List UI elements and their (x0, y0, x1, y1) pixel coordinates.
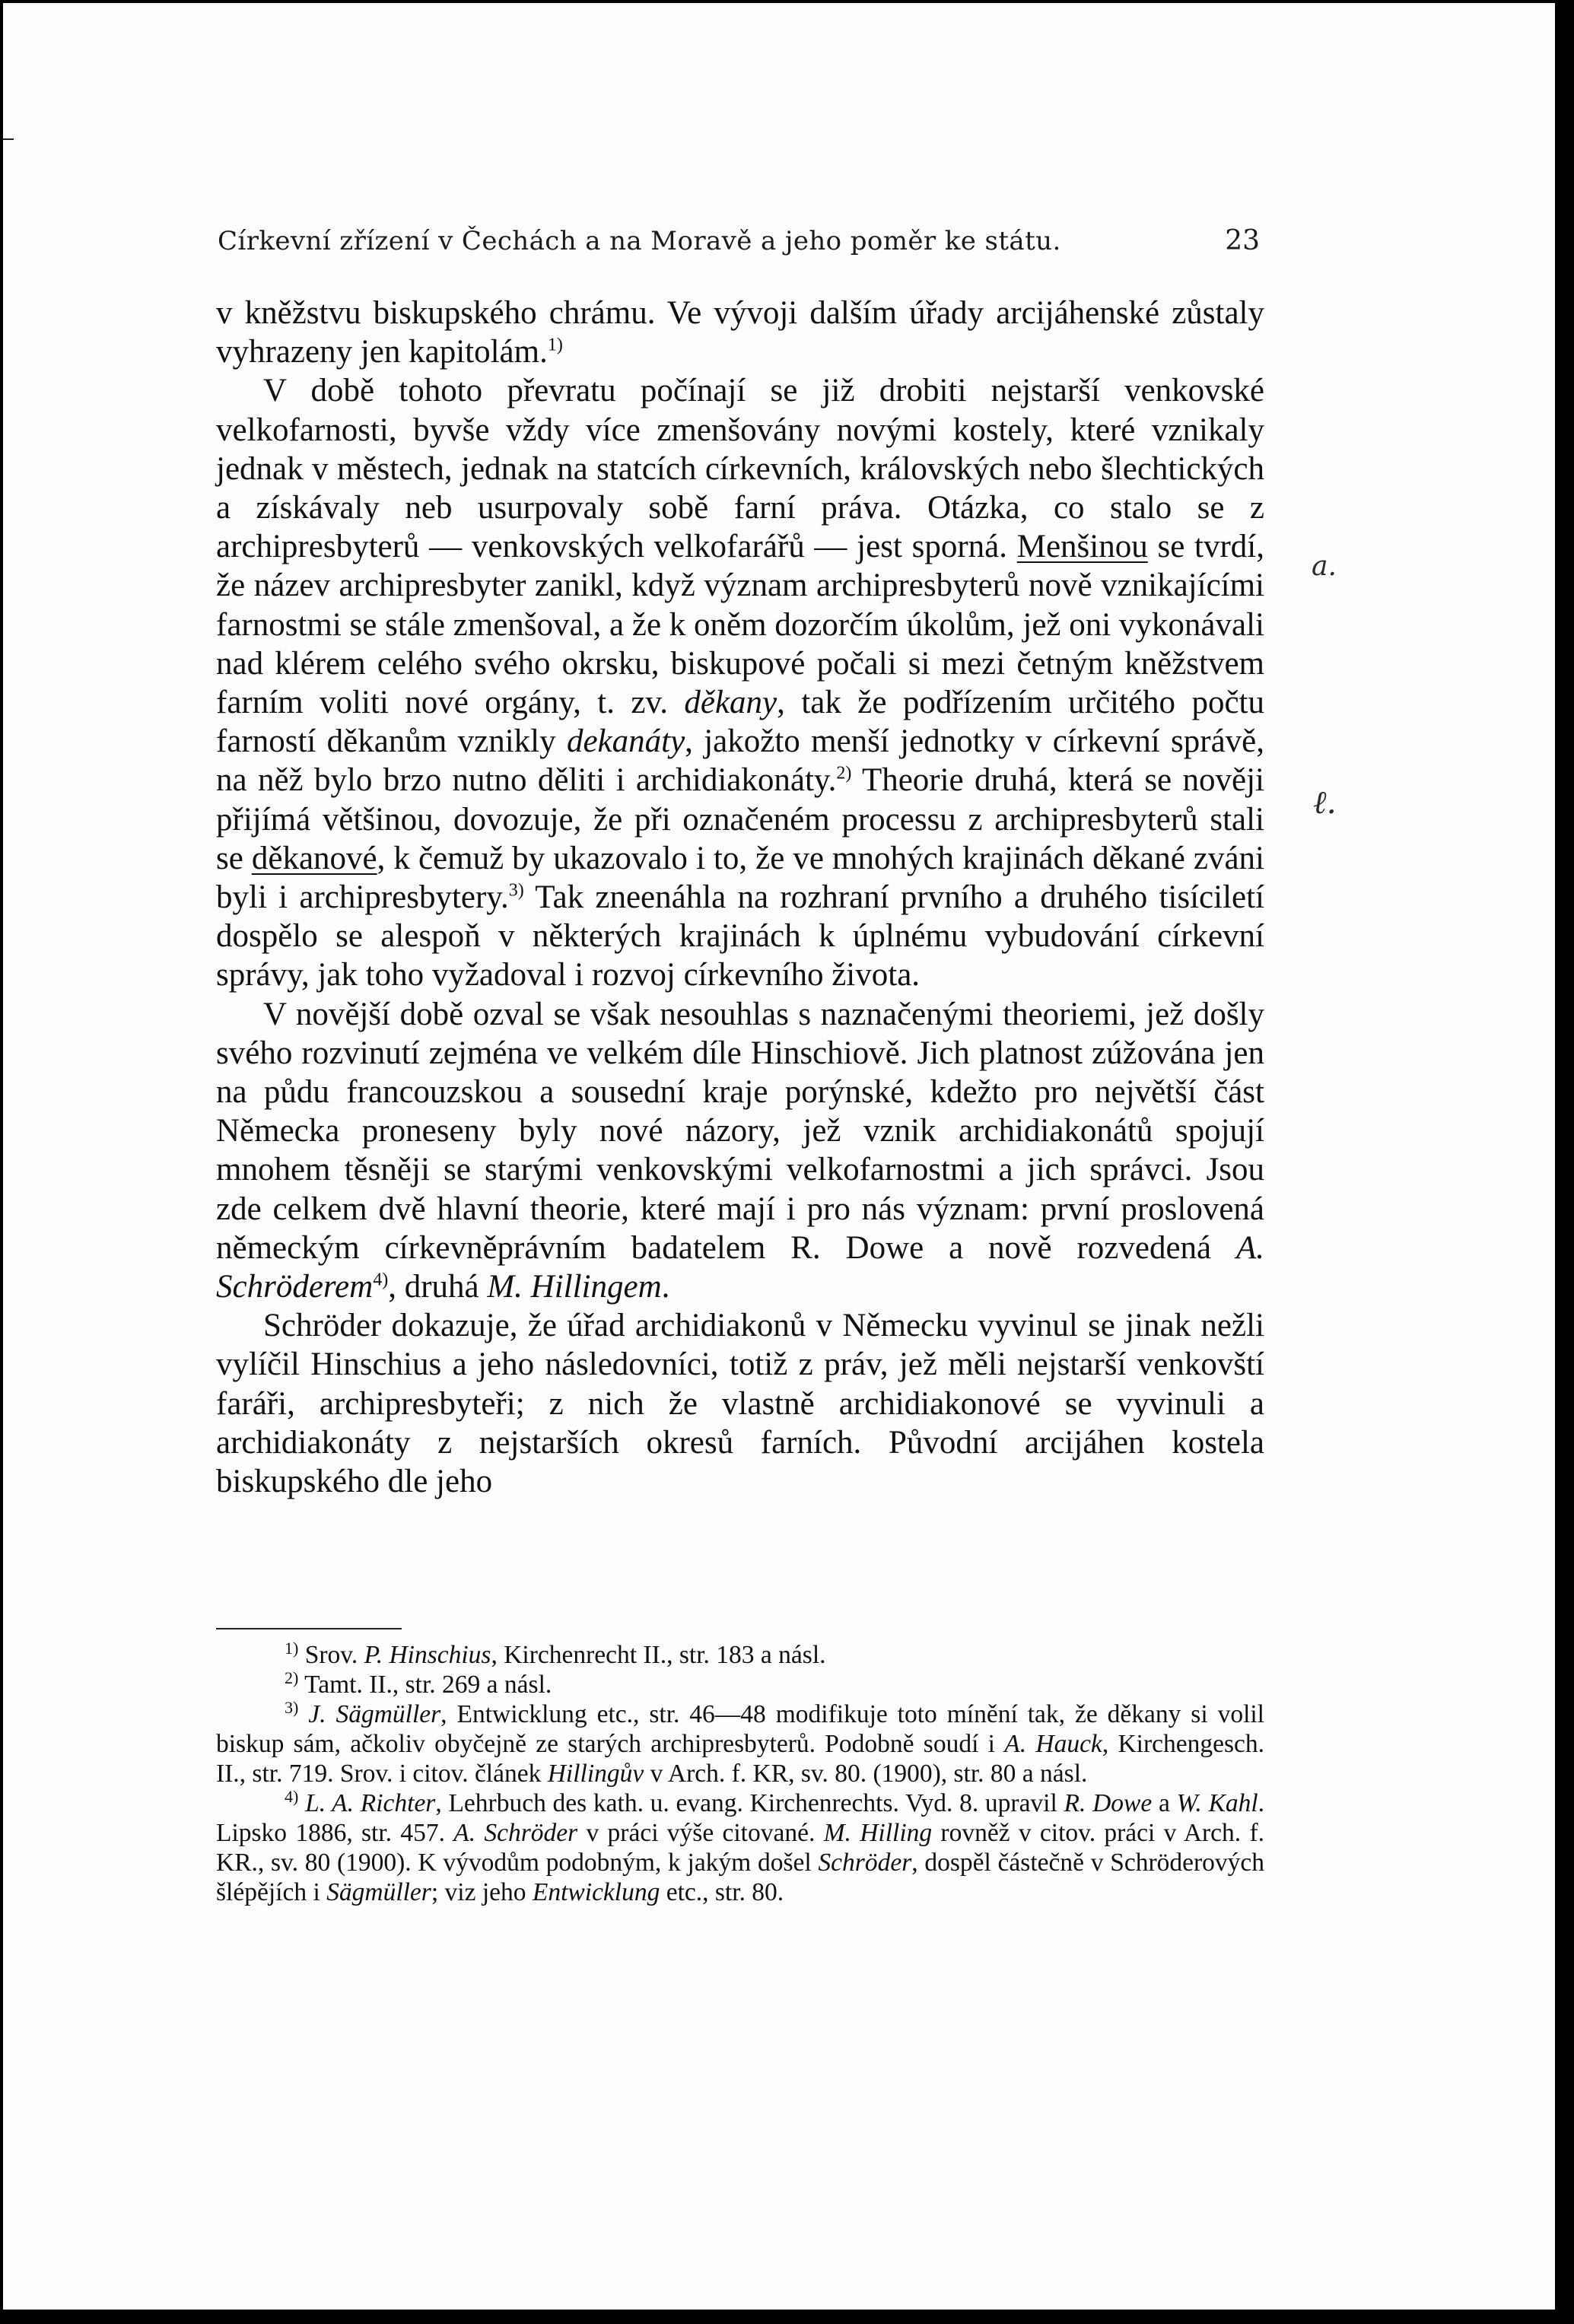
italic-term: A. Schröderem (216, 1229, 1264, 1305)
italic-term: děkany (684, 685, 777, 721)
book-page (3, 3, 1555, 2310)
footnote: $^{4)}$ L. A. Richter, Lehrbuch des kath. u. evang. Kirchenrechts. Vyd. 8. upravil R. Dowe a W. Kahl. Lipsko 1886, str. 457. A. Schröder v práci výše citované. M. Hilling rovněž v citov. práci v Arch. f. KR., sv. 80 (1900). K vývodům podobným, k jakým došel Schröder, dospěl částečně v Schröderových šlépějích i Sägmüller; viz jeho Entwicklung etc., str. 80. (216, 1786, 1265, 1906)
italic-term: M. Hillingem (487, 1269, 662, 1305)
main-text (216, 294, 1264, 1501)
paragraph: V době tohoto převratu počínají se již drobiti nejstarší venkovské velkofarnosti, byvše vždy více zmenšovány novými kostely, které vznikaly jednak v městech, jednak na statcích církevních, královských nebo šlechtických a získávaly neb usurpovaly sobě farní práva. Otázka, co stalo se z archipresbyterů — venkovských velkofarářů — jest sporná. Menšinou se tvrdí, že název archipresbyter zanikl, když význam archipresbyterů nově vznikajícími farnostmi se stále zmenšoval, a že k oněm dozorčím úkolům, jež oni vykonávali nad klérem celého svého okrsku, biskupové počali si mezi četným kněžstvem farním voliti nové orgány, t. zv. děkany, tak že podřízením určitého počtu farností děkanům vznikly dekanáty, jakožto menší jednotky v církevní správě, na něž bylo brzo nutno děliti i archidiakonáty.$^{2)}$ Theorie druhá, která se nověji přijímá většinou, dovozuje, že při označeném processu z archipresbyterů stali se děkanové, k čemuž by ukazovalo i to, že ve mnohých krajinách děkané zváni byli i archipresbytery.$^{3)}$ Tak zneenáhla na rozhraní prvního a druhého tisíciletí dospělo se alespoň v některých krajinách k úplnému vybudování církevní správy, jak toho vyžadoval i rozvoj církevního života. (216, 373, 1264, 994)
footnote-ref: 4) (373, 1270, 389, 1290)
footnote-mark: 3) (285, 1697, 299, 1717)
footnote-mark: 1) (285, 1638, 299, 1658)
running-header (218, 225, 1260, 256)
footnote-ref: 1) (547, 335, 563, 355)
footnotes (216, 1640, 1264, 1907)
margin-annotation: ℓ. (1313, 784, 1337, 821)
margin-annotation: a. (1312, 551, 1337, 582)
page-number: 23 (1225, 225, 1260, 256)
underlined-word: Menšinou (1016, 529, 1148, 565)
footnote: $^{2)}$ Tamt. II., str. 269 a násl. (285, 1667, 552, 1699)
scan-edge-mark (3, 138, 14, 140)
paragraph: Schröder dokazuje, že úřad archidiakonů v Německu vyvinul se jinak nežli vylíčil Hinschius a jeho následovníci, totiž z práv, jež měli nejstarší venkovští faráři, archipresbyteři; z nich že vlastně archidiakonové se vyvinuli a archidiakonáty z nejstarších okresů farních. Původní arcijáhen kostela biskupského dle jeho (216, 1308, 1264, 1500)
running-title: Církevní zřízení v Čechách a na Moravě a jeho poměr ke státu. (218, 226, 1061, 256)
paragraph: v kněžstvu biskupského chrámu. Ve vývoji dalším úřady arcijáhenské zůstaly vyhrazeny jen kapitolám.$^{1)}$ (216, 295, 1264, 370)
underlined-word: děkanové (251, 840, 377, 876)
footnote-ref: 2) (836, 764, 852, 784)
footnote-mark: 4) (285, 1786, 299, 1806)
footnote: $^{1)}$ Srov. P. Hinschius, Kirchenrecht II., str. 183 a násl. (285, 1638, 826, 1669)
italic-term: dekanáty (566, 723, 685, 760)
footnote-mark: 2) (285, 1667, 299, 1687)
footnote-separator (216, 1628, 402, 1629)
footnote: $^{3)}$ J. Sägmüller, Entwicklung etc., str. 46—48 modifikuje toto mínění tak, že děkany si volil biskup sám, ačkoliv obyčejně ze starých archipresbyterů. Podobně soudí i A. Hauck, Kirchengesch. II., str. 719. Srov. i citov. článek Hillingův v Arch. f. KR, sv. 80. (1900), str. 80 a násl. (216, 1697, 1265, 1788)
paragraph: V novější době ozval se však nesouhlas s naznačenými theoriemi, jež došly svého rozvinutí zejména ve velkém díle Hinschiově. Jich platnost zúžována jen na půdu francouzskou a sousední kraje porýnské, kdežto pro největší část Německa proneseny byly nové názory, jež vznik archidiakonátů spojují mnohem těsněji se starými venkovskými velkofarnostmi a jich správci. Jsou zde celkem dvě hlavní theorie, které mají i pro nás význam: první proslovená německým církevněprávním badatelem R. Dowe a nově rozvedená A. Schröderem$^{4)}$, druhá M. Hillingem. (216, 996, 1264, 1305)
footnote-ref: 3) (508, 880, 524, 901)
